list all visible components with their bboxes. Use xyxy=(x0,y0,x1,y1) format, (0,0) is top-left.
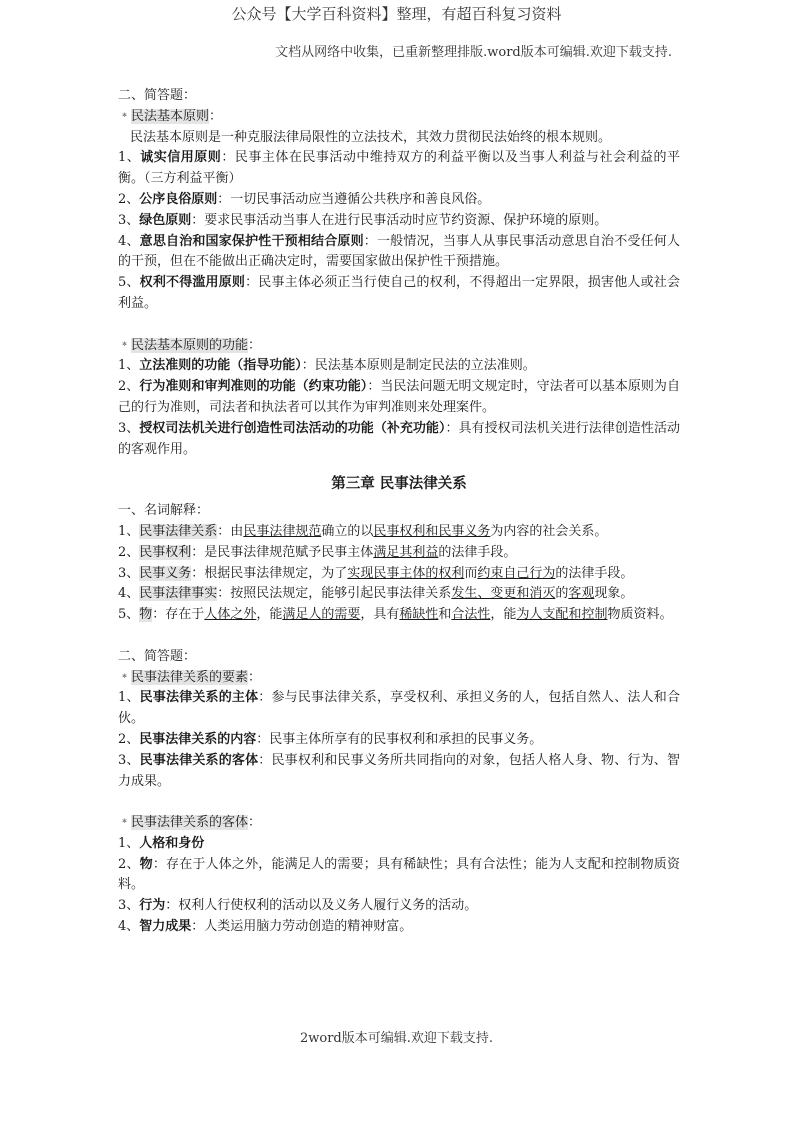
term-item: 5、物：存在于人体之外，能满足人的需要，具有稀缺性和合法性，能为人支配和控制物质资料。 xyxy=(118,607,673,623)
term-item: 1、民事法律关系：由民事法律规范确立的以民事权利和民事义务为内容的社会关系。 xyxy=(118,523,608,539)
list-item: 5、权利不得滥用原则：民事主体必须正当行使自己的权利，不得超出一定界限，损害他人或社会利益。 xyxy=(118,275,680,311)
section-heading: 一、名词解释： xyxy=(118,503,210,519)
section-heading: 二、简答题： xyxy=(118,648,197,664)
list-item: 2、民事法律关系的内容：民事主体所享有的民事权利和承担的民事义务。 xyxy=(118,731,543,747)
document-body xyxy=(118,86,680,938)
list-item: 3、授权司法机关进行创造性司法活动的功能（补充功能）：具有授权司法机关进行法律创造性活动的客观作用。 xyxy=(118,420,680,457)
list-item: 4、意思自治和国家保护性干预相结合原则：一般情况，当事人从事民事活动意思自治不受任何人的干预，但在不能做出正确决定时，需要国家做出保护性干预措施。 xyxy=(118,233,680,270)
list-item: 2、公序良俗原则：一切民事活动应当遵循公共秩序和善良风俗。 xyxy=(118,191,491,207)
bullet-heading: ﹡民法基本原则的功能： xyxy=(118,337,262,353)
paragraph: 民法基本原则是一种克服法律局限性的立法技术，其效力贯彻民法始终的根本规则。 xyxy=(130,129,612,145)
term-item: 3、民事义务：根据民事法律规定，为了实现民事主体的权利而约束自己行为的法律手段。 xyxy=(118,565,634,581)
bullet-heading: ﹡民事法律关系的要素： xyxy=(118,669,262,685)
list-item: 1、立法准则的功能（指导功能）：民法基本原则是制定民法的立法准则。 xyxy=(118,358,536,374)
list-item: 3、行为：权利人行使权利的活动以及义务人履行义务的活动。 xyxy=(118,898,478,914)
bullet-star: ﹡ xyxy=(118,815,132,831)
chapter-title: 第三章 民事法律关系 xyxy=(331,475,467,493)
page-header: 公众号【大学百科资料】整理，有超百科复习资料 xyxy=(231,5,562,23)
page-footer: 2word版本可编辑.欢迎下载支持. xyxy=(299,1031,494,1046)
page-subheader: 文档从网络中收集，已重新整理排版.word版本可编辑.欢迎下载支持. xyxy=(275,45,672,60)
bullet-star: ﹡ xyxy=(118,337,132,353)
list-item: 1、民事法律关系的主体：参与民事法律关系，享受权利、承担义务的人，包括自然人、法人和合伙。 xyxy=(118,690,680,727)
list-item: 3、绿色原则：要求民事活动当事人在进行民事活动时应节约资源、保护环境的原则。 xyxy=(118,212,608,228)
list-item: 1、诚实信用原则：民事主体在民事活动中维持双方的利益平衡以及当事人利益与社会利益的平衡。（三方利益平衡） xyxy=(118,150,680,187)
bullet-heading: ﹡民事法律关系的客体： xyxy=(118,815,262,831)
bullet-star: ﹡ xyxy=(118,669,132,685)
bullet-star: ﹡ xyxy=(118,108,132,124)
term-item: 4、民事法律事实：按照民法规定，能够引起民事法律关系发生、变更和消灭的客观现象。 xyxy=(118,586,634,602)
list-item: 4、智力成果：人类运用脑力劳动创造的精神财富。 xyxy=(118,919,413,935)
bullet-heading: ﹡民法基本原则： xyxy=(118,108,223,124)
list-item: 2、物：存在于人体之外，能满足人的需要；具有稀缺性；具有合法性；能为人支配和控制物质资料。 xyxy=(118,856,680,893)
section-heading: 二、简答题： xyxy=(118,88,197,103)
list-item: 2、行为准则和审判准则的功能（约束功能）：当民法问题无明文规定时，守法者可以基本原则为自己的行为准则，司法者和执法者可以其作为审判准则来处理案件。 xyxy=(118,379,680,415)
term-item: 2、民事权利：是民事法律规范赋予民事主体满足其利益的法律手段。 xyxy=(118,544,517,560)
list-item: 3、民事法律关系的客体：民事权利和民事义务所共同指向的对象，包括人格人身、物、行为、智力成果。 xyxy=(118,752,680,789)
list-item: 1、人格和身份 xyxy=(118,835,205,851)
